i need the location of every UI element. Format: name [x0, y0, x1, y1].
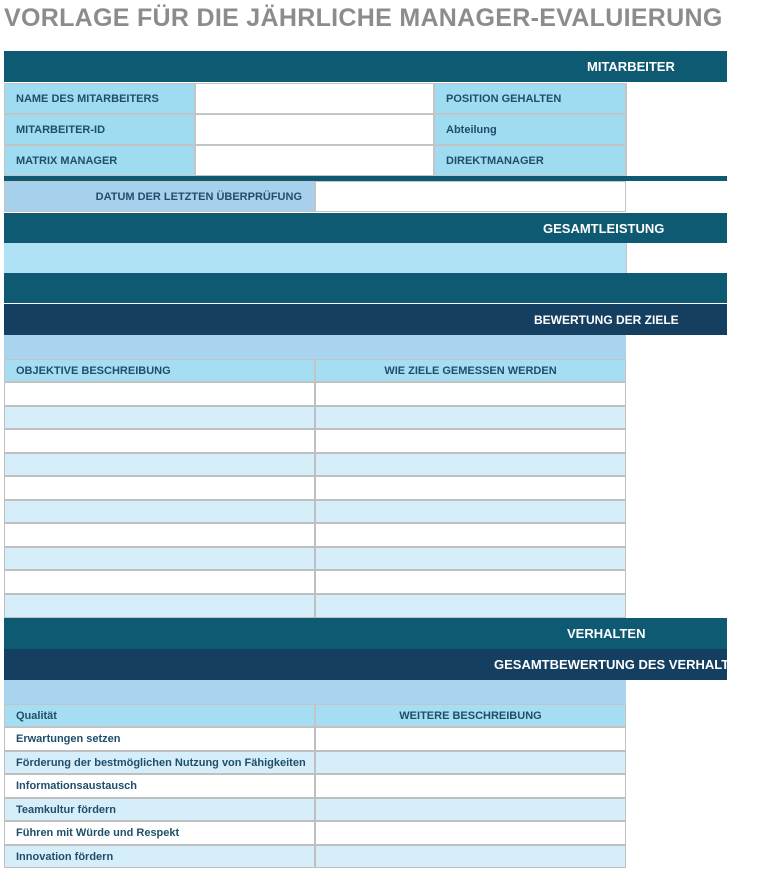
goal-row-description[interactable]	[4, 476, 315, 500]
employee-name-input[interactable]	[195, 83, 434, 114]
goal-row-description[interactable]	[4, 453, 315, 476]
behavior-section-title: VERHALTEN	[567, 626, 646, 641]
goal-row-description[interactable]	[4, 382, 315, 406]
last-review-label: DATUM DER LETZTEN ÜBERPRÜFUNG	[4, 181, 315, 212]
goal-row-description[interactable]	[4, 570, 315, 594]
quality-row-label: Teamkultur fördern	[4, 798, 315, 821]
quality-row-label: Führen mit Würde und Respekt	[4, 821, 315, 845]
quality-row-description[interactable]	[315, 798, 626, 821]
goal-row-measure[interactable]	[315, 382, 626, 406]
department-label: Abteilung	[434, 114, 626, 145]
goal-row-measure[interactable]	[315, 594, 626, 618]
quality-row-label: Förderung der bestmöglichen Nutzung von Fähigkeiten	[4, 751, 315, 774]
employee-id-label: MITARBEITER-ID	[4, 114, 195, 145]
page-title: VORLAGE FÜR DIE JÄHRLICHE MANAGER-EVALUIERUNG	[4, 4, 723, 32]
matrix-manager-label: MATRIX MANAGER	[4, 145, 195, 176]
goal-measure-header: WIE ZIELE GEMESSEN WERDEN	[315, 359, 626, 382]
goals-rating-header	[4, 304, 727, 335]
overall-performance-header	[4, 213, 727, 243]
goal-row-measure[interactable]	[315, 500, 626, 523]
position-label: POSITION GEHALTEN	[434, 83, 626, 114]
overall-performance-input[interactable]	[4, 243, 626, 273]
objective-description-header: OBJEKTIVE BESCHREIBUNG	[4, 359, 315, 382]
behavior-rating-header	[4, 649, 756, 680]
quality-row-label: Erwartungen setzen	[4, 727, 315, 751]
goal-row-description[interactable]	[4, 523, 315, 547]
goal-row-description[interactable]	[4, 429, 315, 453]
quality-row-description[interactable]	[315, 751, 626, 774]
overall-performance-extra	[626, 243, 727, 273]
goal-row-description[interactable]	[4, 406, 315, 429]
quality-header: Qualität	[4, 704, 315, 727]
goal-row-measure[interactable]	[315, 453, 626, 476]
employee-id-input[interactable]	[195, 114, 434, 145]
last-review-input[interactable]	[315, 181, 626, 212]
goal-row-description[interactable]	[4, 547, 315, 570]
behavior-rating-input[interactable]	[4, 680, 626, 704]
goal-row-measure[interactable]	[315, 476, 626, 500]
position-dept-direct-inputs[interactable]	[626, 83, 727, 176]
further-description-header: WEITERE BESCHREIBUNG	[315, 704, 626, 727]
employee-section-title: MITARBEITER	[587, 59, 675, 74]
goals-rating-input[interactable]	[4, 335, 626, 359]
goal-row-measure[interactable]	[315, 523, 626, 547]
quality-row-label: Innovation fördern	[4, 845, 315, 868]
employee-name-label: NAME DES MITARBEITERS	[4, 83, 195, 114]
goal-row-description[interactable]	[4, 594, 315, 618]
goals-section-header	[4, 273, 727, 303]
goal-row-measure[interactable]	[315, 429, 626, 453]
direct-manager-label: DIREKTMANAGER	[434, 145, 626, 176]
quality-row-description[interactable]	[315, 774, 626, 798]
behavior-rating-title: GESAMTBEWERTUNG DES VERHALTENS	[494, 657, 756, 672]
goal-row-measure[interactable]	[315, 570, 626, 594]
quality-row-description[interactable]	[315, 821, 626, 845]
quality-row-label: Informationsaustausch	[4, 774, 315, 798]
matrix-manager-input[interactable]	[195, 145, 434, 176]
behavior-section-header	[4, 618, 727, 649]
employee-section-header	[4, 51, 727, 82]
goal-row-description[interactable]	[4, 500, 315, 523]
goal-row-measure[interactable]	[315, 406, 626, 429]
overall-performance-title: GESAMTLEISTUNG	[543, 220, 665, 236]
quality-row-description[interactable]	[315, 727, 626, 751]
quality-row-description[interactable]	[315, 845, 626, 868]
goals-rating-title: BEWERTUNG DER ZIELE	[534, 312, 679, 327]
goal-row-measure[interactable]	[315, 547, 626, 570]
